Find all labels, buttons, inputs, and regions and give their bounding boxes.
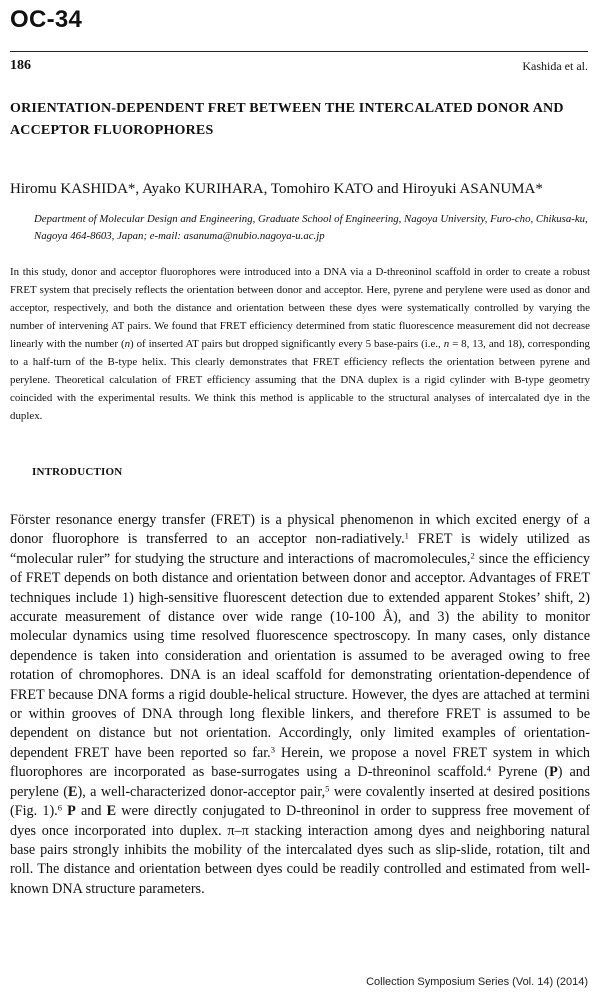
pyrene-symbol: P	[549, 764, 558, 781]
running-head: Kashida et al.	[522, 59, 588, 73]
section-heading: INTRODUCTION	[32, 466, 123, 478]
intro-text: since the efficiency of FRET depends on both distance and orientation between donor and acceptor. Advantages of FRET techniques include 1) high-sensitive fluorescent detection due to extended apparent Stokes’ shift, 2) accurate measurement of distance over wide range (10-100 Å), and 3) the ability to monitor molecular dynamics using time resolved fluorescence spectroscopy. In many cases, only distance dependence is taken into consideration and orientation is assumed to be averaged owing to free rotation of chromophores. DNA is an ideal scaffold for demonstrating orientation-dependence of FRET because DNA forms a rigid double-helical structure. However, the dyes are attached at termini or within grooves of DNA through long flexible linkers, and therefore FRET is assumed to be dependent on distance but not orientation. Accordingly, only limited examples of orientation-dependent FRET have been reported so far.	[10, 550, 590, 761]
intro-text: ) and perylene (	[10, 764, 590, 800]
header-rule	[10, 51, 588, 52]
footer-series: Collection Symposium Series (Vol. 14) (2014)	[366, 976, 588, 988]
citation-ref: 1	[404, 530, 409, 541]
pyrene-symbol: P	[67, 803, 76, 820]
intro-text: -threoninol scaffold.	[367, 764, 487, 781]
intro-text: Pyrene (	[491, 764, 550, 781]
citation-ref: 4	[486, 763, 492, 774]
abstract-text: = 8, 13, and 18), corresponding to a half-turn of the B-type helix. This clearly demonstrates that FRET efficiency reflects the orientation between pyrene and perylene. Theoretical calculation of FRET efficiency assuming that the DNA duplex is a rigid cylinder with B-type geometry coincided with the experimental results. We think this method is applicable to the structural analyses of intercalated dye in the duplex.	[10, 338, 590, 422]
intro-text: FRET is widely utilized as “molecular ruler” for studying the structure and interactions of macromolecules,	[10, 531, 590, 567]
intro-text: and	[75, 803, 107, 820]
citation-ref: 6	[57, 802, 62, 813]
abstract-variable-n: n	[443, 338, 450, 350]
citation-ref: 2	[470, 550, 475, 561]
intro-text: -threoninol in order to suppress free movement of dyes once incorporated into duplex. π–π stacking interaction among dyes and neighboring natural base pairs strongly inhibits the mobility of the intercalated dyes such as slip-slide, rotation, tilt and roll. The distance and orientation between dyes could be readily controlled and estimated from well-known DNA structure parameters.	[10, 803, 590, 897]
page-number: 186	[10, 58, 31, 73]
abstract-text: In this study, donor and acceptor fluorophores were introduced into a DNA via a D-threoninol scaffold in order to create a robust FRET system that precisely reflects the orientation between donor and acceptor. Here, pyrene and perylene were used as donor and acceptor, respectively, and both the distance and orientation between these dyes were systematically controlled by varying the number of intervening AT pairs. We found that FRET efficiency determined from static fluorescence measurement did not decrease linearly with the number (	[10, 266, 590, 350]
abstract	[10, 263, 590, 425]
intro-text: ), a well-characterized donor-acceptor pair,	[77, 783, 326, 800]
d-prefix: D	[357, 764, 368, 781]
intro-text: Herein, we propose a novel FRET system in which fluorophores are incorporated as base-surrogates using a	[10, 744, 590, 781]
citation-ref: 5	[325, 783, 330, 794]
introduction-body	[10, 511, 590, 899]
intro-text: were directly conjugated to	[116, 803, 286, 820]
perylene-symbol: E	[106, 803, 117, 820]
abstract-code: OC-34	[10, 6, 83, 33]
d-prefix: D	[286, 803, 297, 820]
citation-ref: 3	[270, 744, 275, 755]
author-list: Hiromu KASHIDA*, Ayako KURIHARA, Tomohiro KATO and Hiroyuki ASANUMA*	[10, 181, 543, 197]
intro-text: were covalently inserted at desired positions (Fig. 1).	[10, 783, 590, 820]
paper-title: ORIENTATION-DEPENDENT FRET BETWEEN THE INTERCALATED DONOR AND ACCEPTOR FLUOROPHORES	[10, 101, 564, 138]
abstract-text: ) of inserted AT pairs but dropped significantly every 5 base-pairs (i.e.,	[130, 338, 444, 350]
abstract-variable-n: n	[124, 338, 131, 350]
affiliation: Department of Molecular Design and Engineering, Graduate School of Engineering, Nagoya University, Furo-cho, Chikusa-ku, Nagoya 464-8603, Japan; e-mail: asanuma@nubio.nagoya-u.ac.jp	[34, 213, 588, 242]
intro-text: Förster resonance energy transfer (FRET) is a physical phenomenon in which excited energy of a donor fluorophore is transferred to an acceptor non-radiatively.	[10, 512, 590, 548]
perylene-symbol: E	[68, 783, 78, 800]
